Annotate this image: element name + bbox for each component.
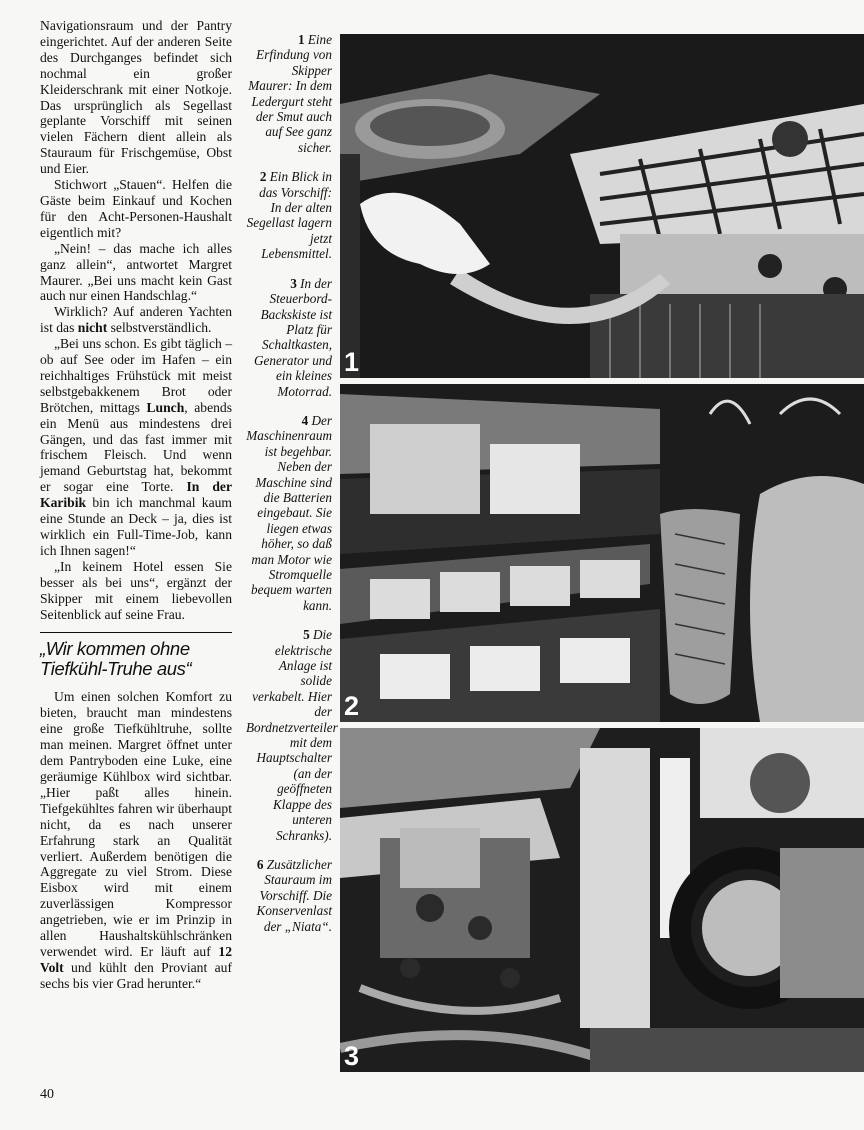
caption-text: Ein Blick in das Vorschiff: In der alten Segellast lagern jetzt Lebensmittel. xyxy=(246,169,332,262)
caption-text: Die elektrische Anlage ist solide verkabelt. Hier der Bordnetzverteiler mit dem Hauptschalter (an der geöffneten Klappe des unteren Schranks). xyxy=(246,627,338,843)
photo-captions xyxy=(246,32,338,948)
caption-number: 6 xyxy=(256,856,264,872)
bold-text: Lunch xyxy=(146,399,185,415)
subheading: „Wir kommen ohne Tiefkühl-Truhe aus“ xyxy=(40,638,192,680)
caption-number: 4 xyxy=(301,412,309,428)
caption-text: In der Steuerbord-Backskiste ist Platz für Schaltkasten, Generator und ein kleines Motorrad. xyxy=(253,275,332,399)
bold-text: 12 Volt xyxy=(40,943,232,975)
paragraph xyxy=(40,336,232,559)
text-run: „Bei uns schon. Es gibt täglich – ob auf See oder im Hafen – ein reichhaltiges Frühstück mit meist selbstgebakkenem Brot oder Brötchen, mittags xyxy=(40,336,232,415)
page-number: 40 xyxy=(40,1087,54,1102)
bold-text: nicht xyxy=(77,320,108,336)
text-run: , abends ein Menü aus mindestens drei Gängen, und das fast immer mit frischem Fleisch. Und wenn jemand Geburtstag hat, bekommt er sogar eine Torte. xyxy=(40,399,232,495)
caption-4 xyxy=(246,413,332,613)
photo-number: 2 xyxy=(344,691,360,721)
caption-number: 3 xyxy=(290,275,297,291)
caption-3 xyxy=(246,276,332,399)
caption-2 xyxy=(246,169,332,261)
paragraph: „Nein! – das mache ich alles ganz allein“, antwortet Margret Maurer. „Bei uns macht kein Gast auch nur einen Handschlag.“ xyxy=(40,240,232,304)
paragraph xyxy=(40,304,232,336)
caption-number: 1 xyxy=(297,32,305,47)
paragraph: Stichwort „Stauen“. Helfen die Gäste beim Einkauf und Kochen für den Acht-Personen-Haushalt eigentlich mit? xyxy=(40,177,232,240)
bold-text: In der Karibik xyxy=(40,479,232,511)
text-run: und kühlt den Proviant auf sechs bis vier Grad herunter.“ xyxy=(40,959,232,991)
text-run: Um einen solchen Komfort zu bieten, braucht man mindestens eine große Tiefkühltruhe, sollte man meinen. Margret öffnet unter dem Pantryboden eine Luke, eine geräumige Kühlbox wird sichtbar. „Hier paßt alles hinein. Tiefgekühltes fahren wir überhaupt nicht, da es nach unserer Erfahrung stark an Qualität verliert. Außerdem benötigen die Aggregate zu viel Strom. Diese Eisbox wird mit einem zuverlässigen Kompressor angetrieben, wie er im Prinzip in allen Haushaltskühlschränken verwendet wird. Er läuft auf xyxy=(40,689,232,959)
photo-number: 3 xyxy=(344,1041,360,1071)
article-text-column xyxy=(40,18,232,992)
caption-number: 5 xyxy=(303,627,310,643)
text-run: selbstverständlich. xyxy=(107,320,212,336)
caption-1 xyxy=(246,32,332,155)
text-run: bin ich manchmal kaum eine Stunde an Deck – ja, dies ist wirklich ein Full-Time-Job, kann ich Ihnen sagen!“ xyxy=(40,495,232,558)
caption-5 xyxy=(246,627,338,843)
photo-number: 1 xyxy=(344,347,360,377)
paragraph: „In keinem Hotel essen Sie besser als bei uns“, ergänzt der Skipper mit einem liebevollen Seitenblick auf seine Frau. xyxy=(40,558,232,622)
photo-forepeak xyxy=(340,384,864,722)
text-run: Wirklich? Auf anderen Yachten ist das xyxy=(40,304,232,336)
paragraph xyxy=(40,689,232,991)
caption-number: 2 xyxy=(259,169,267,185)
photo-engine-room xyxy=(340,728,864,1072)
photo-galley xyxy=(340,34,864,378)
caption-text: Eine Erfindung von Skipper Maurer: In dem Ledergurt steht der Smut auch auf See ganz sicher. xyxy=(248,32,332,155)
caption-6 xyxy=(246,857,332,934)
section-divider xyxy=(40,632,232,633)
caption-text: Zusätzlicher Stauraum im Vorschiff. Die Konservenlast der „Niata“. xyxy=(256,856,332,934)
paragraph: Navigationsraum und der Pantry eingerichtet. Auf der anderen Seite des Durchganges befindet sich nochmal ein großer Kleiderschrank mit einer Notkoje. Das ursprünglich als Segellast geplante Vorschiff mit seinen vielen Fächern dient allein als Stauraum für Frischgemüse, Obst und Eier. xyxy=(40,18,232,177)
caption-text: Der Maschinenraum ist begehbar. Neben der Maschine sind die Batterien eingebaut. Sie liegen etwas höher, so daß man Motor wie Stromquelle bequem warten kann. xyxy=(246,412,332,613)
galley-photo-illustration xyxy=(340,34,864,378)
engine-room-photo-illustration xyxy=(340,728,864,1072)
forepeak-photo-illustration xyxy=(340,384,864,722)
